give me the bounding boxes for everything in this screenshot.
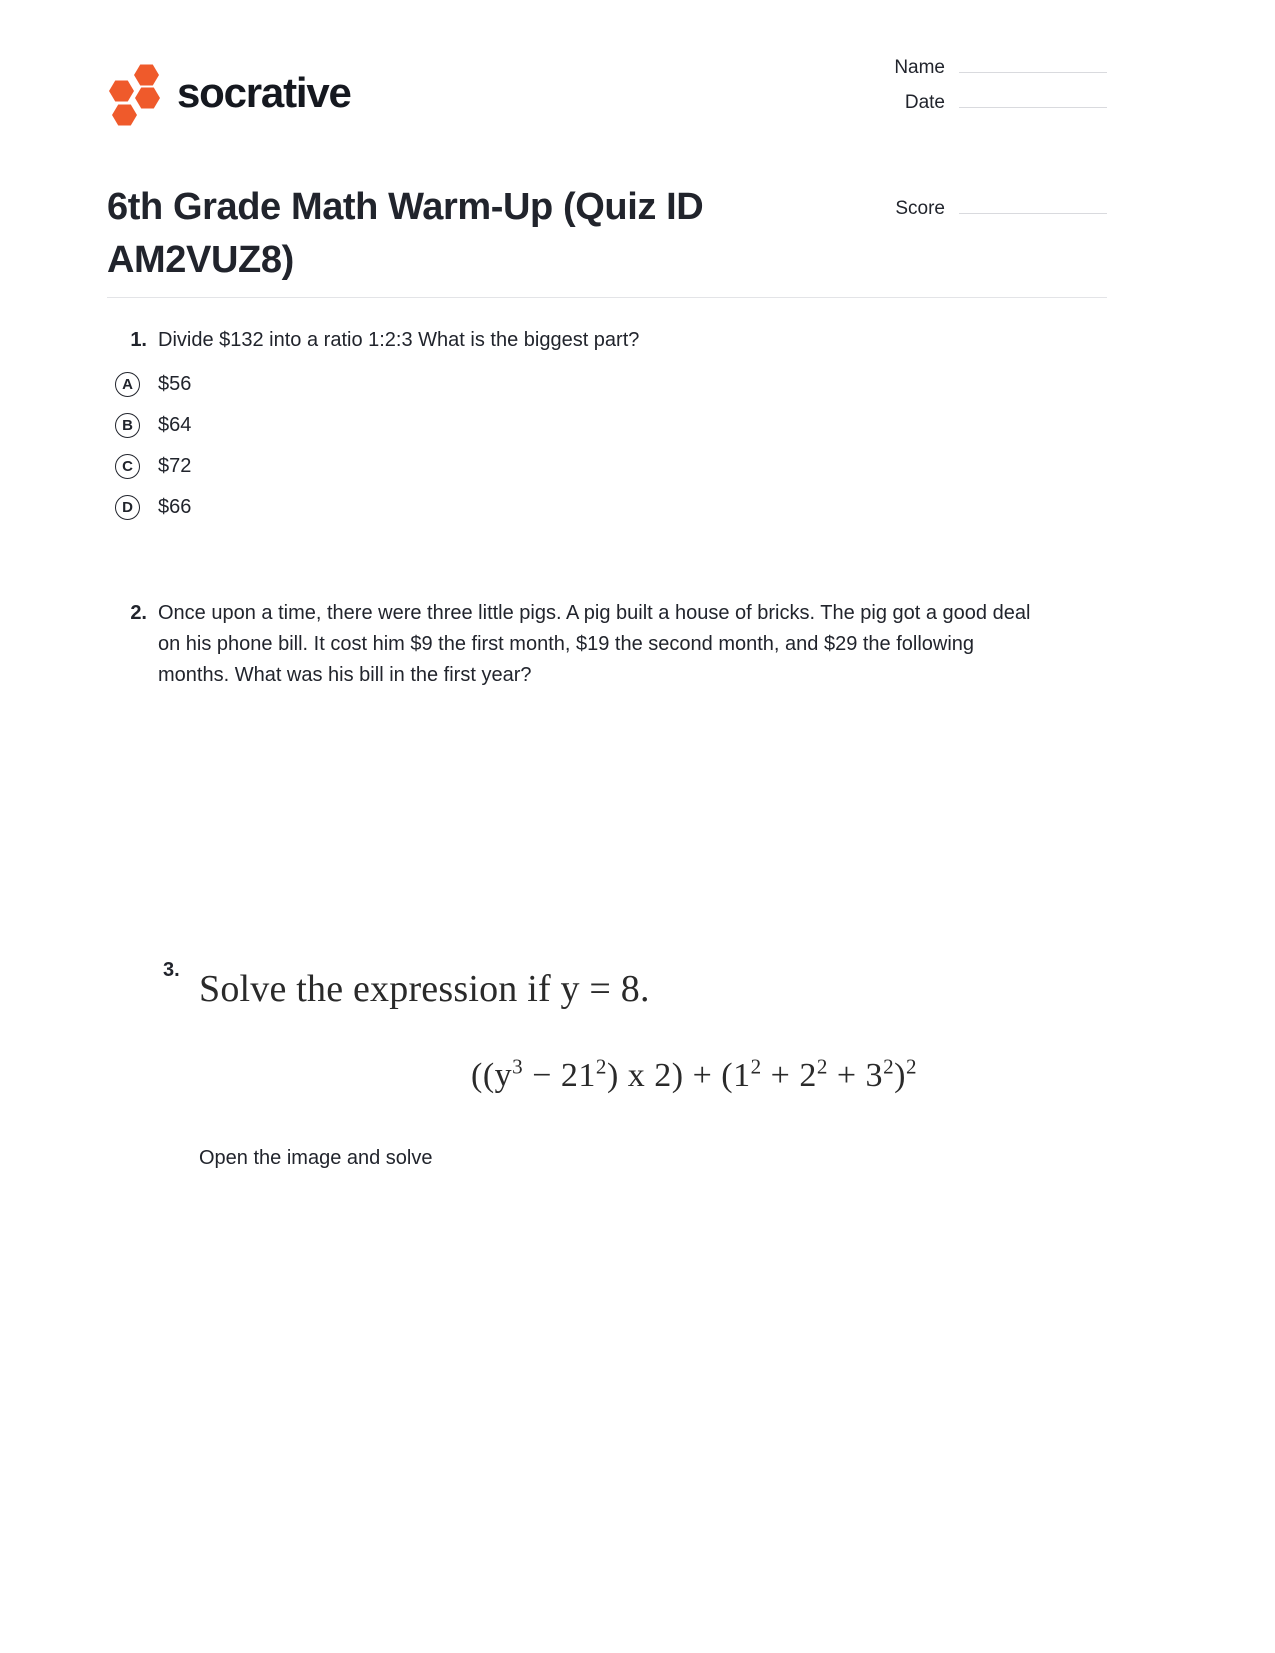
question-text: Once upon a time, there were three little pigs. A pig built a house of bricks. The pig got a good deal on his phone bill. It cost him $9 the first month, $19 the second month, and $29 the following months. What was his bill in the first year? xyxy=(158,602,1031,686)
answer-options xyxy=(107,364,1107,528)
expr-part-4: + 2 xyxy=(761,1057,817,1094)
question-image-caption: Open the image and solve xyxy=(199,1147,433,1169)
option-bubble-a[interactable]: A xyxy=(115,372,140,397)
student-info-fields xyxy=(862,52,1107,122)
hexagon-top-right xyxy=(134,64,159,86)
question-image-prompt: Solve the expression if y = 8. xyxy=(199,968,650,1010)
score-row-inner xyxy=(862,193,1107,220)
option-bubble-d[interactable]: D xyxy=(115,495,140,520)
option-bubble-b[interactable]: B xyxy=(115,413,140,438)
date-field-input[interactable] xyxy=(959,87,1107,108)
expr-exp-2: 2 xyxy=(595,1054,607,1079)
question-text: Divide $132 into a ratio 1:2:3 What is the biggest part? xyxy=(158,329,640,351)
expr-exp-5: 2 xyxy=(883,1054,895,1079)
expr-exp-1: 3 xyxy=(512,1054,524,1079)
expr-part-5: + 3 xyxy=(827,1057,884,1094)
question-number: 3. xyxy=(163,959,180,981)
question-header xyxy=(107,325,1107,356)
hexagon-bottom-left xyxy=(112,104,137,126)
question-item xyxy=(107,598,1107,691)
question-item xyxy=(107,325,1107,528)
brand-wordmark: socrative xyxy=(177,69,351,116)
expr-part-6: ) xyxy=(894,1057,906,1094)
name-field-input[interactable] xyxy=(959,52,1107,73)
question-image[interactable] xyxy=(199,955,1107,1120)
socrative-hexagons-logo-icon xyxy=(107,62,163,124)
answer-option-a[interactable] xyxy=(122,364,1107,405)
expr-exp-4: 2 xyxy=(816,1054,828,1079)
expr-exp-6: 2 xyxy=(905,1054,917,1079)
page-title: 6th Grade Math Warm-Up (Quiz ID AM2VUZ8) xyxy=(107,186,704,281)
name-field-label: Name xyxy=(894,57,945,78)
name-field-row xyxy=(862,52,1107,79)
question-header xyxy=(107,598,1107,691)
score-field-row xyxy=(862,193,1107,228)
expr-part-3: ) x 2) + (1 xyxy=(606,1057,751,1094)
option-label-c: $72 xyxy=(158,455,192,477)
answer-option-b[interactable] xyxy=(122,405,1107,446)
score-field-input[interactable] xyxy=(959,193,1107,214)
option-label-b: $64 xyxy=(158,414,192,436)
score-field-label: Score xyxy=(895,198,945,219)
page-header xyxy=(107,52,1107,281)
expr-part-1: ((y xyxy=(471,1057,513,1094)
hexagon-middle-right xyxy=(135,87,160,109)
expr-part-2: − 21 xyxy=(523,1057,596,1094)
date-field-label: Date xyxy=(904,92,945,113)
answer-option-d[interactable] xyxy=(122,487,1107,528)
option-bubble-c[interactable]: C xyxy=(115,454,140,479)
option-label-d: $66 xyxy=(158,496,192,518)
question-image-expression xyxy=(471,1054,917,1095)
option-label-a: $56 xyxy=(158,373,192,395)
questions-list xyxy=(107,325,1107,701)
question-number: 1. xyxy=(130,329,147,351)
question-number: 2. xyxy=(130,602,147,624)
date-field-row xyxy=(862,87,1107,114)
expr-exp-3: 2 xyxy=(750,1054,762,1079)
header-divider xyxy=(107,297,1107,298)
answer-option-c[interactable] xyxy=(122,446,1107,487)
hexagon-middle-left xyxy=(109,80,134,102)
brand-logo xyxy=(107,62,351,124)
